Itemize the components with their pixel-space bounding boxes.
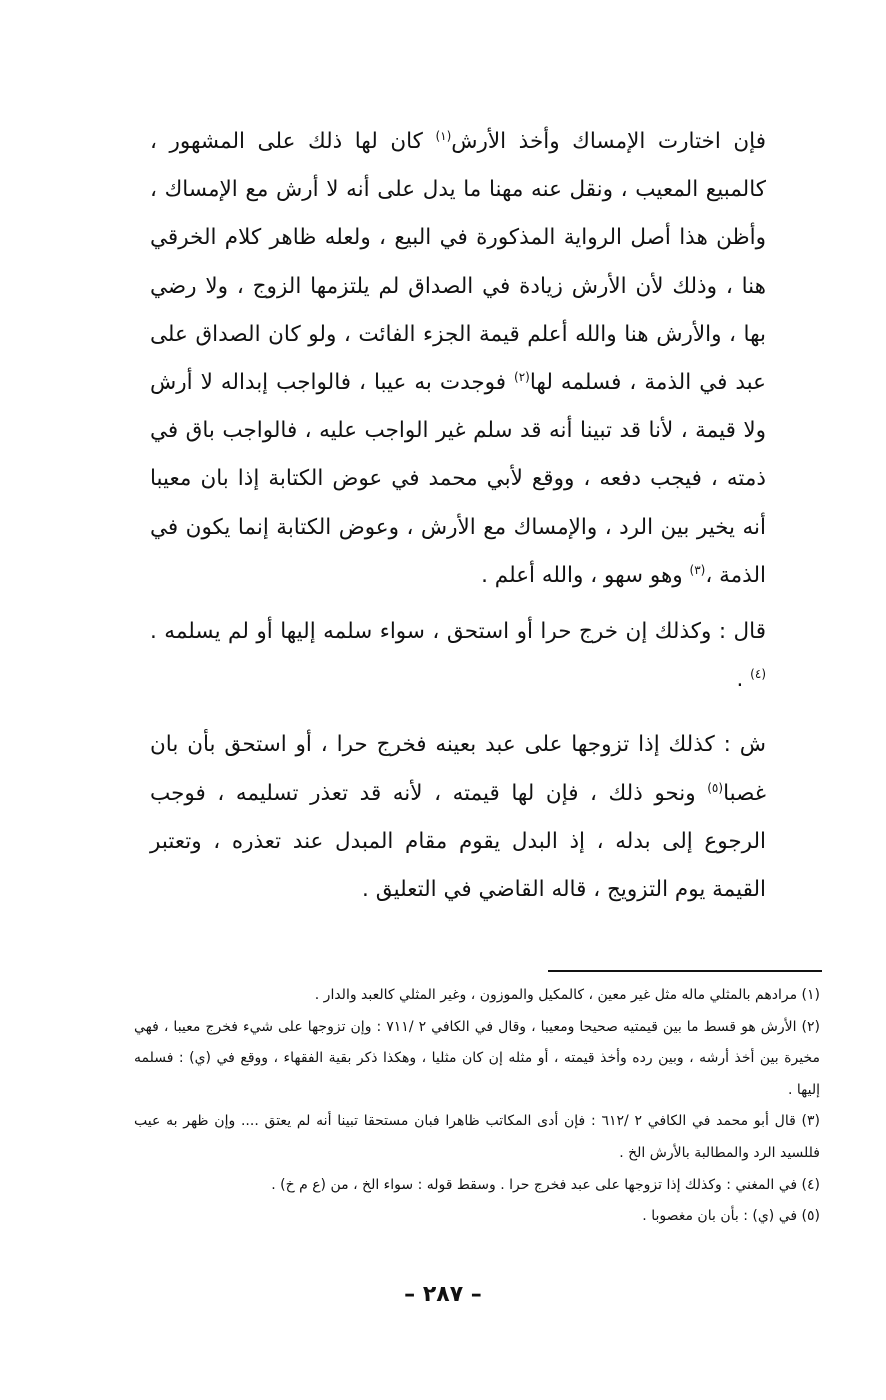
footnote-4: (٤) في المغني : وكذلك إذا تزوجها على عبد فخرج حرا . وسقط قوله : سواء الخ ، من (ع م خ) . [271, 1176, 820, 1193]
footnote-marker: (٤) [750, 667, 766, 682]
footnote-5: (٥) في (ي) : بأن بان مغصوبا . [642, 1208, 820, 1225]
text-segment: فوجدت به عيبا ، فالواجب إبداله لا أرش ولا قيمة ، لأنا قد تبينا أنه قد سلم غير الواجب عليه ، فالواجب باق في ذمته ، فيجب دفعه ، ووقع لأبي محمد في عوض الكتابة إذا بان معيبا أنه يخير بين الرد ، والإمساك مع الأرش ، وعوض الكتابة إنما يكون في الذمة ، [150, 370, 766, 588]
text-segment: . [736, 667, 751, 693]
paragraph-2 [150, 608, 766, 704]
footnote-marker: (٢) [514, 369, 530, 384]
paragraph-3 [150, 721, 766, 914]
page-number: – ٢٨٧ – [404, 1282, 482, 1307]
footnote-2: (٢) الأرش هو قسط ما بين قيمتيه صحيحا ومعيبا ، وقال في الكافي ٢ /٧١١ : وإن تزوجها على شيء فخرج معيبا ، فهي مخيرة بين أخذ أرشه ، وبين رده وأخذ قيمته ، أو مثله إن كان مثليا ، وهكذا ذكر بقية الفقهاء ، ووقع في (ي) : فسلمه إليها . [134, 1018, 820, 1098]
footnote-1: (١) مرادهم بالمثلي ماله مثل غير معين ، كالمكيل والموزون ، وغير المثلي كالعبد والدار . [314, 987, 820, 1003]
text-segment: كان لها ذلك على المشهور ، كالمبيع المعيب ، ونقل عنه مهنا ما يدل على أنه لا أرش مع الإمساك ، وأظن هذا أصل الرواية المذكورة في البيع ، ولعله ظاهر كلام الخرقي هنا ، وذلك لأن الأرش زيادة في الصداق لم يلتزمها الزوج ، ولا رضي بها ، والأرش هنا والله أعلم قيمة الجزء الفائت ، ولو كان الصداق على عبد في الذمة ، فسلمه لها [150, 129, 766, 396]
paragraph-1 [150, 118, 766, 600]
footnote-marker: (٥) [707, 780, 724, 795]
text-segment: قال : وكذلك إن خرج حرا أو استحق ، سواء سلمه إليها أو لم يسلمه . [150, 619, 766, 645]
footnotes [134, 980, 820, 1233]
footnote-marker: (٣) [689, 562, 706, 577]
footnote-marker: (١) [435, 128, 452, 143]
text-segment: ش : كذلك إذا تزوجها على عبد بعينه فخرج حرا ، أو استحق بأن بان غصبا [150, 732, 766, 806]
text-segment: فإن اختارت الإمساك وأخذ الأرش [451, 129, 766, 154]
main-text [150, 118, 766, 914]
text-segment: ونحو ذلك ، فإن لها قيمته ، لأنه قد تعذر تسليمه ، فوجب الرجوع إلى بدله ، إذ البدل يقوم مقام المبدل عند تعذره ، وتعتبر القيمة يوم التزويج ، قاله القاضي في التعليق . [150, 780, 766, 903]
text-segment: وهو سهو ، والله أعلم . [481, 562, 690, 588]
footnote-separator [548, 970, 822, 972]
footnote-3: (٣) قال أبو محمد في الكافي ٢ /٦١٢ : فإن أدى المكاتب ظاهرا فبان مستحقا تبينا أنه لم يعتق .... وإن ظهر به عيب فللسيد الرد والمطالبة بالأرش الخ . [134, 1113, 821, 1161]
